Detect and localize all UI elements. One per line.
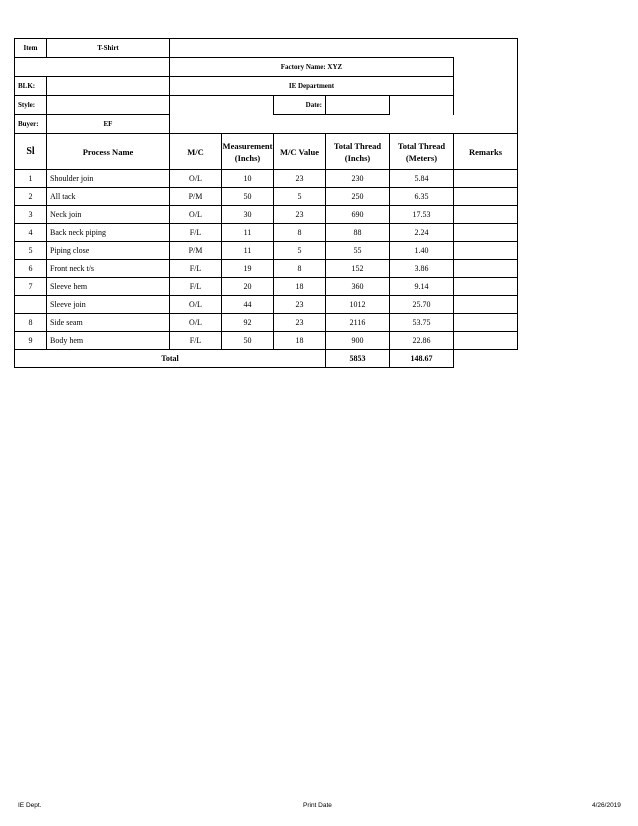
- row-mc-value: 18: [274, 332, 326, 350]
- table-row: [15, 242, 518, 260]
- buyer-blank: [170, 115, 518, 134]
- row-measurement: 10: [222, 170, 274, 188]
- date-label: Date:: [274, 96, 326, 115]
- factory-right-blank: [454, 58, 518, 77]
- header-row-item: [15, 39, 518, 58]
- table-row: [15, 332, 518, 350]
- row-process: Front neck t/s: [47, 260, 170, 278]
- row-process: Shoulder join: [47, 170, 170, 188]
- item-value: T-Shirt: [47, 39, 170, 58]
- row-remarks: [454, 260, 518, 278]
- table-row: [15, 206, 518, 224]
- footer-left: IE Dept.: [18, 802, 42, 809]
- row-mc: O/L: [170, 206, 222, 224]
- row-sl: 4: [15, 224, 47, 242]
- thread-table: [14, 38, 518, 368]
- row-thread-meter: 5.84: [390, 170, 454, 188]
- row-sl: 3: [15, 206, 47, 224]
- row-remarks: [454, 170, 518, 188]
- row-remarks: [454, 242, 518, 260]
- col-mc-value: M/C Value: [274, 134, 326, 170]
- buyer-label: Buyer:: [15, 115, 47, 134]
- total-thread-meter: 148.67: [390, 350, 454, 368]
- row-measurement: 92: [222, 314, 274, 332]
- row-measurement: 20: [222, 278, 274, 296]
- row-remarks: [454, 332, 518, 350]
- row-thread-meter: 25.70: [390, 296, 454, 314]
- row-process: Side seam: [47, 314, 170, 332]
- date-value: [326, 96, 390, 115]
- row-sl: 6: [15, 260, 47, 278]
- total-label: Total: [15, 350, 326, 368]
- row-thread-meter: 9.14: [390, 278, 454, 296]
- row-thread-inch: 55: [326, 242, 390, 260]
- header-row-style: [15, 96, 518, 115]
- item-label: Item: [15, 39, 47, 58]
- total-row: [15, 350, 518, 368]
- row-measurement: 11: [222, 224, 274, 242]
- row-mc-value: 8: [274, 260, 326, 278]
- date-right-blank: [390, 96, 454, 115]
- col-thread-meter: Total Thread (Meters): [390, 134, 454, 170]
- col-thread-inch: Total Thread (Inchs): [326, 134, 390, 170]
- row-mc: P/M: [170, 242, 222, 260]
- row-thread-inch: 360: [326, 278, 390, 296]
- row-sl: 8: [15, 314, 47, 332]
- row-process: Neck join: [47, 206, 170, 224]
- row-thread-inch: 250: [326, 188, 390, 206]
- column-header-row: [15, 134, 518, 170]
- page-footer: [0, 802, 638, 814]
- total-thread-inch: 5853: [326, 350, 390, 368]
- table-row: [15, 260, 518, 278]
- row-sl: [15, 296, 47, 314]
- data-rows: [15, 170, 518, 350]
- table-row: [15, 224, 518, 242]
- row-mc: P/M: [170, 188, 222, 206]
- row-mc-value: 23: [274, 170, 326, 188]
- row-mc-value: 23: [274, 296, 326, 314]
- table-row: [15, 170, 518, 188]
- row-mc: O/L: [170, 314, 222, 332]
- style-right-blank: [454, 96, 518, 115]
- table-row: [15, 296, 518, 314]
- row-measurement: 11: [222, 242, 274, 260]
- row-sl: 2: [15, 188, 47, 206]
- row-process: Sleeve hem: [47, 278, 170, 296]
- row-thread-meter: 53.75: [390, 314, 454, 332]
- row-sl: 1: [15, 170, 47, 188]
- style-blank: [170, 96, 274, 115]
- row-mc-value: 5: [274, 188, 326, 206]
- factory-left-blank: [15, 58, 170, 77]
- row-mc: F/L: [170, 260, 222, 278]
- table-row: [15, 314, 518, 332]
- col-measurement: Measurement (Inchs): [222, 134, 274, 170]
- row-remarks: [454, 188, 518, 206]
- row-process: Piping close: [47, 242, 170, 260]
- style-label: Style:: [15, 96, 47, 115]
- table-row: [15, 188, 518, 206]
- row-mc-value: 18: [274, 278, 326, 296]
- row-measurement: 30: [222, 206, 274, 224]
- row-thread-meter: 22.86: [390, 332, 454, 350]
- header-row-blk: [15, 77, 518, 96]
- col-mc: M/C: [170, 134, 222, 170]
- row-mc: O/L: [170, 296, 222, 314]
- row-remarks: [454, 314, 518, 332]
- row-thread-meter: 17.53: [390, 206, 454, 224]
- row-process: Body hem: [47, 332, 170, 350]
- row-thread-inch: 690: [326, 206, 390, 224]
- header-row-buyer: [15, 115, 518, 134]
- table-row: [15, 278, 518, 296]
- footer-right: 4/26/2019: [592, 802, 621, 809]
- row-process: All tack: [47, 188, 170, 206]
- row-process: Sleeve join: [47, 296, 170, 314]
- row-thread-inch: 900: [326, 332, 390, 350]
- row-thread-inch: 88: [326, 224, 390, 242]
- item-blank: [170, 39, 518, 58]
- blk-label: BLK:: [15, 77, 47, 96]
- row-measurement: 50: [222, 188, 274, 206]
- style-value: [47, 96, 170, 115]
- total-remarks: [454, 350, 518, 368]
- header-row-factory: [15, 58, 518, 77]
- row-remarks: [454, 224, 518, 242]
- row-remarks: [454, 296, 518, 314]
- row-process: Back neck piping: [47, 224, 170, 242]
- row-thread-meter: 6.35: [390, 188, 454, 206]
- row-mc: F/L: [170, 224, 222, 242]
- thread-consumption-sheet: [14, 38, 517, 368]
- row-thread-inch: 152: [326, 260, 390, 278]
- blk-value: [47, 77, 170, 96]
- row-thread-inch: 1012: [326, 296, 390, 314]
- buyer-value: EF: [47, 115, 170, 134]
- col-process: Process Name: [47, 134, 170, 170]
- col-sl: Sl: [15, 134, 47, 170]
- row-sl: 9: [15, 332, 47, 350]
- row-remarks: [454, 206, 518, 224]
- factory-name: Factory Name: XYZ: [170, 58, 454, 77]
- row-thread-inch: 2116: [326, 314, 390, 332]
- row-measurement: 50: [222, 332, 274, 350]
- row-sl: 7: [15, 278, 47, 296]
- row-mc-value: 8: [274, 224, 326, 242]
- footer-center: Print Date: [303, 802, 332, 809]
- row-remarks: [454, 278, 518, 296]
- row-mc: O/L: [170, 170, 222, 188]
- row-thread-meter: 2.24: [390, 224, 454, 242]
- row-measurement: 19: [222, 260, 274, 278]
- row-thread-meter: 3.86: [390, 260, 454, 278]
- col-remarks: Remarks: [454, 134, 518, 170]
- row-mc: F/L: [170, 332, 222, 350]
- row-mc-value: 23: [274, 314, 326, 332]
- row-mc: F/L: [170, 278, 222, 296]
- row-sl: 5: [15, 242, 47, 260]
- blk-right-blank: [454, 77, 518, 96]
- department: IE Department: [170, 77, 454, 96]
- row-thread-meter: 1.40: [390, 242, 454, 260]
- row-thread-inch: 230: [326, 170, 390, 188]
- row-mc-value: 23: [274, 206, 326, 224]
- row-measurement: 44: [222, 296, 274, 314]
- row-mc-value: 5: [274, 242, 326, 260]
